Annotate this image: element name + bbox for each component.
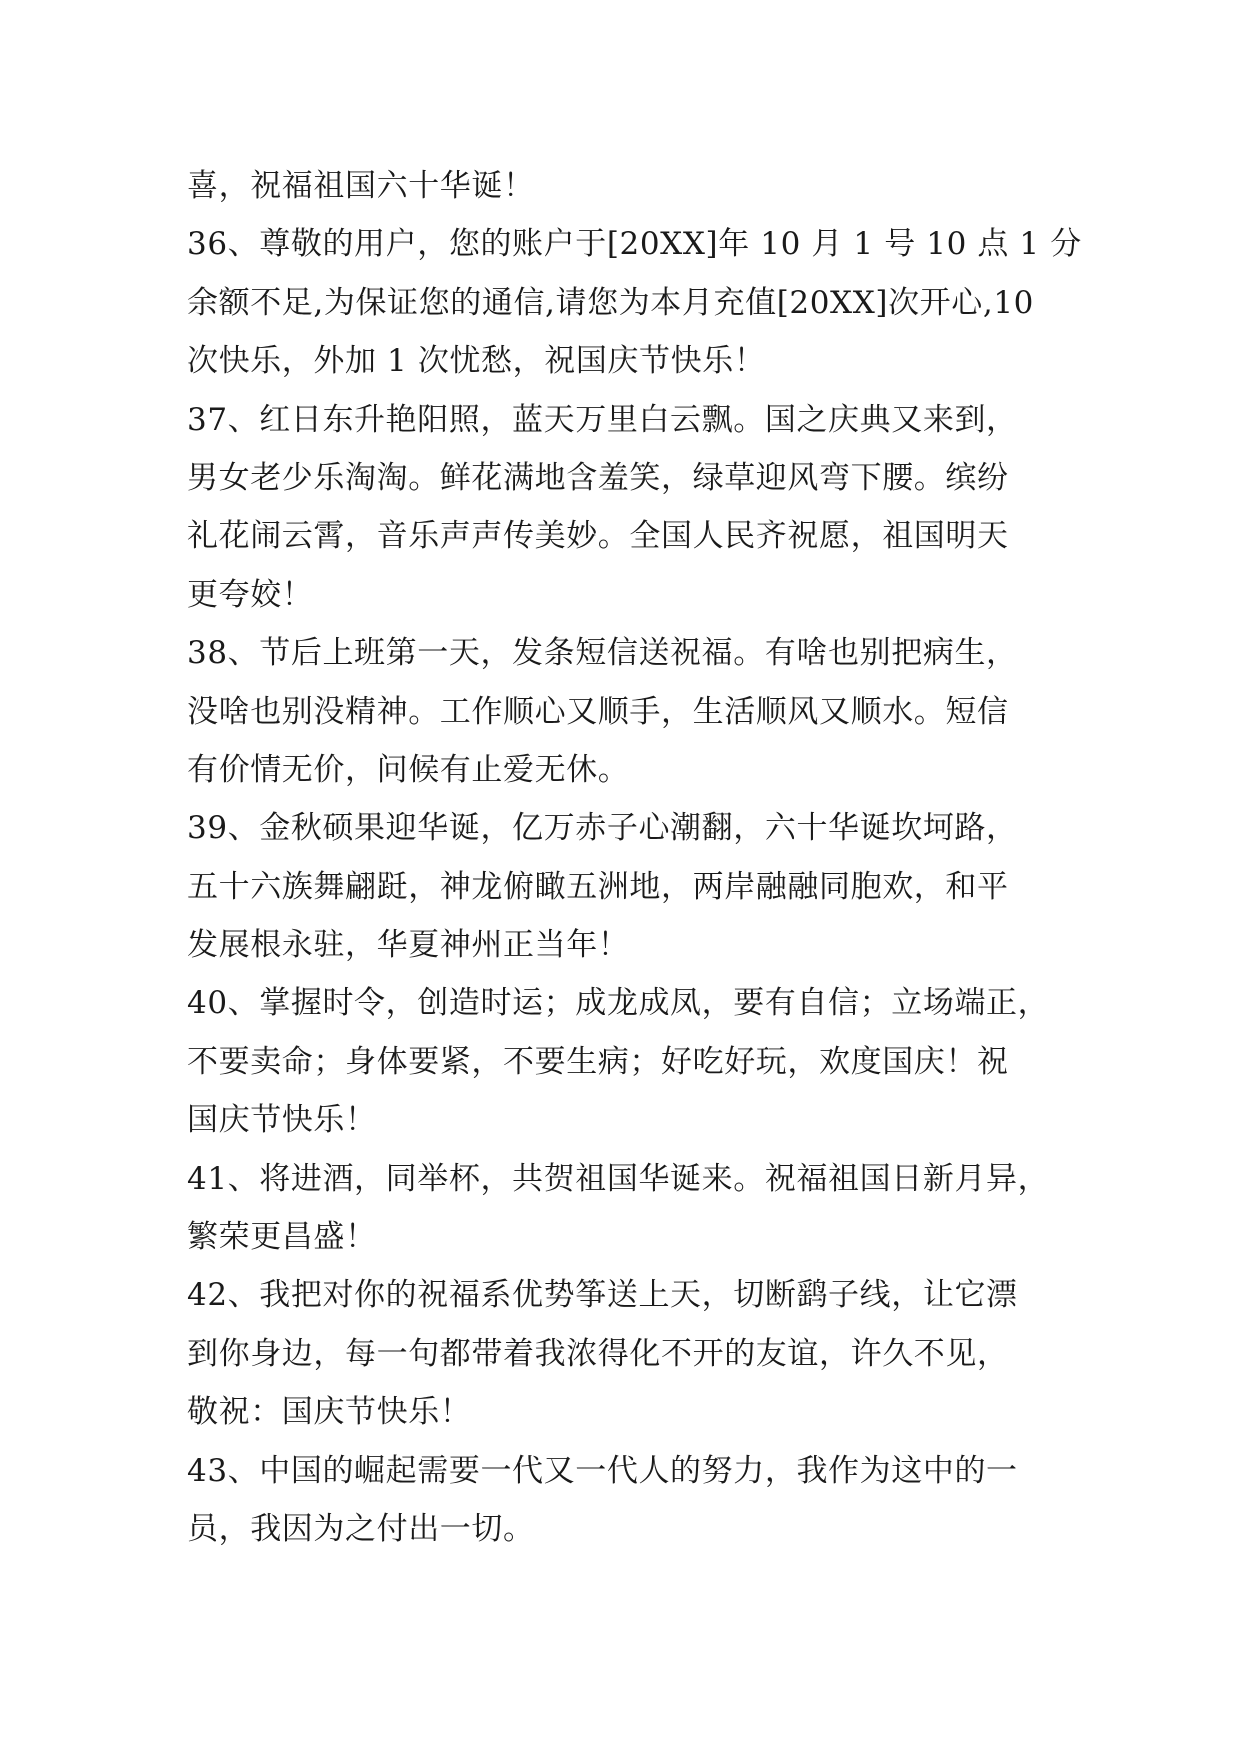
text-line: 余额不足,为保证您的通信,请您为本月充值[20XX]次开心,10	[187, 284, 1034, 321]
text-line: 42、我把对你的祝福系优势筝送上天，切断鹞子线，让它漂	[187, 1277, 1018, 1314]
text-line: 到你身边，每一句都带着我浓得化不开的友谊，许久不见，	[187, 1335, 1009, 1372]
text-line: 次快乐，外加 1 次忧愁，祝国庆节快乐！	[187, 343, 766, 380]
text-line: 43、中国的崛起需要一代又一代人的努力，我作为这中的一	[187, 1452, 1018, 1489]
text-line: 36、尊敬的用户，您的账户于[20XX]年 10 月 1 号 10 点 1 分	[187, 226, 1082, 263]
text-line: 喜，祝福祖国六十华诞！	[187, 168, 535, 204]
text-line: 员，我因为之付出一切。	[187, 1510, 535, 1547]
text-line: 五十六族舞翩跹，神龙俯瞰五洲地，两岸融融同胞欢，和平	[187, 868, 1009, 905]
text-line: 39、金秋硕果迎华诞，亿万赤子心潮翻，六十华诞坎坷路，	[187, 810, 1018, 847]
text-line: 37、红日东升艳阳照，蓝天万里白云飘。国之庆典又来到，	[187, 401, 1018, 438]
text-line: 不要卖命；身体要紧，不要生病；好吃好玩，欢度国庆！祝	[187, 1043, 1009, 1080]
text-line: 38、节后上班第一天，发条短信送祝福。有啥也别把病生，	[187, 635, 1018, 672]
text-line: 41、将进酒，同举杯，共贺祖国华诞来。祝福祖国日新月异，	[187, 1160, 1050, 1197]
text-line: 有价情无价，问候有止爱无休。	[187, 751, 630, 788]
text-line: 更夸姣！	[187, 576, 314, 613]
text-line: 礼花闹云霄，音乐声声传美妙。全国人民齐祝愿，祖国明天	[187, 518, 1009, 555]
text-line: 繁荣更昌盛！	[187, 1219, 377, 1256]
body-text	[187, 157, 1082, 1558]
text-line: 40、掌握时令，创造时运；成龙成凤，要有自信；立场端正，	[187, 985, 1050, 1022]
text-line: 男女老少乐淘淘。鲜花满地含羞笑，绿草迎风弯下腰。缤纷	[187, 459, 1009, 496]
text-line: 发展根永驻，华夏神州正当年！	[187, 927, 630, 964]
text-line: 敬祝：国庆节快乐！	[187, 1394, 472, 1431]
text-line: 没啥也别没精神。工作顺心又顺手，生活顺风又顺水。短信	[187, 693, 1009, 730]
text-line: 国庆节快乐！	[187, 1102, 377, 1139]
